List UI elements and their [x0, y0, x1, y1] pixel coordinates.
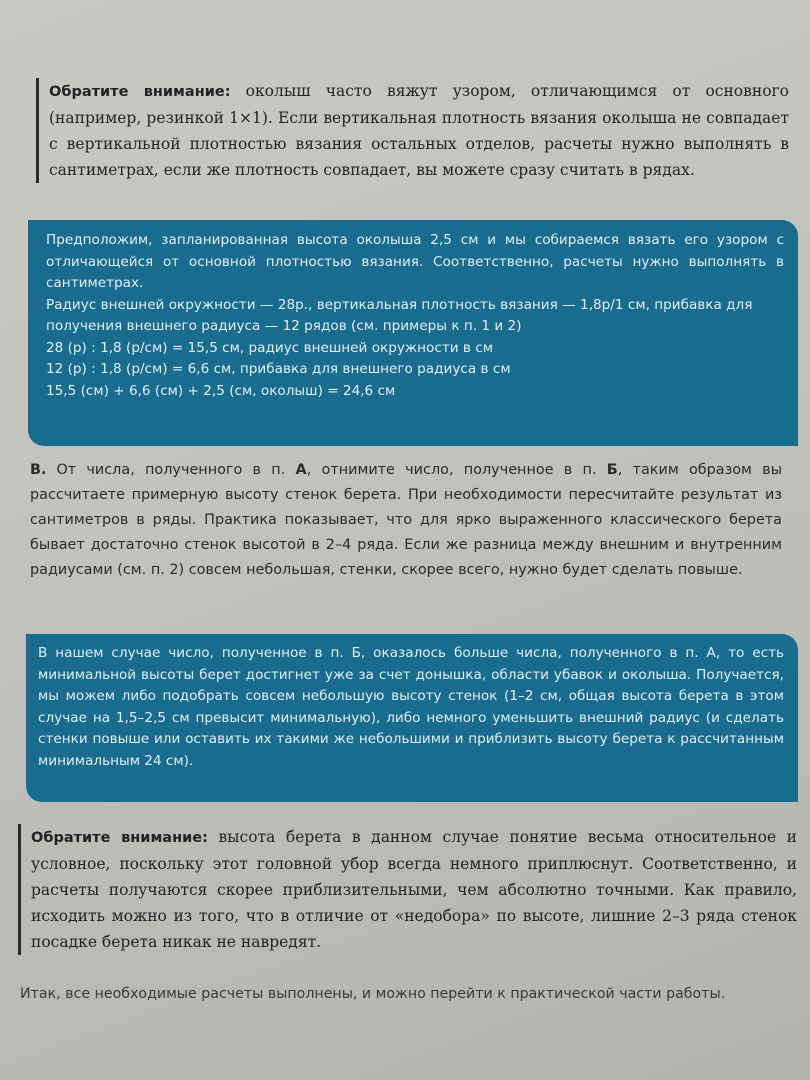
attention-note-paragraph — [49, 78, 789, 183]
example-intro: Предположим, запланированная высота околыша 2,5 см и мы собираемся вязать его узором с отличающейся от основной плотностью вязания. Соответственно, расчеты нужно выполнять в сантиметрах. — [46, 232, 784, 291]
section-v-ref-a: А — [295, 462, 307, 478]
attention-note-beret-height — [18, 824, 797, 955]
example-line-total: 15,5 (см) + 6,6 (см) + 2,5 (см, околыш) = 24,6 см — [46, 382, 396, 399]
section-v-text-c: , таким образом вы рассчитаете примерную высоту стенок берета. При необходимости пересчитайте результат из сантиметров в ряды. Практика показывает, что для ярко выраженного классического берета бывает достаточно стенок высотой в 2–4 ряда. Если же разница между внешним и внутренним радиусами (см. п. 2) совсем небольшая, стенки, скорее всего, нужно будет сделать повыше. — [30, 462, 782, 578]
example-box-wall-height-text: В нашем случае число, полученное в п. Б, оказалось больше числа, полученного в п. А, то есть минимальной высоты берет достигнет уже за счет донышка, области убавок и околыша. Получается, мы можем либо подобрать совсем небольшую высоту стенок (1–2 см, общая высота берета в этом случае на 1,5–2,5 см превысит минимальную), либо немного уменьшить внешний радиус (и сделать стенки повыше или оставить их такими же небольшими и приблизить высоту берета к рассчитанным минимальным 24 см). — [38, 645, 784, 769]
example-box-collar-calculation — [28, 220, 798, 446]
example-line-increase-cm: 12 (р) : 1,8 (р/см) = 6,6 см, прибавка для внешнего радиуса в см — [46, 361, 511, 377]
attention-note-lead: Обратите внимание: — [49, 84, 231, 100]
example-line-radius: Радиус внешней окружности — 28р., вертикальная плотность вязания — 1,8р/1 см, прибавка для получения внешнего радиуса — 12 рядов (см. примеры к п. 1 и 2) — [46, 296, 753, 334]
section-v-text-a: От числа, полученного в п. — [56, 462, 296, 478]
section-v-paragraph — [30, 458, 782, 583]
attention-note-paragraph — [31, 824, 797, 955]
attention-note-text: высота берета в данном случае понятие весьма относительное и условное, поскольку этот головной убор всегда немного приплюснут. Соответственно, и расчеты получаются скорее приблизительными, чем абсолютно точными. Как правило, исходить можно из того, что в отличие от «недобора» по высоте, лишние 2–3 ряда стенок посадке берета никак не навредят. — [31, 828, 797, 951]
section-v-text-b: , отнимите число, полученное в п. — [306, 462, 607, 478]
section-v — [30, 458, 782, 583]
closing-sentence: Итак, все необходимые расчеты выполнены, и можно перейти к практической части работы. — [20, 986, 726, 1002]
example-box-wall-height — [26, 634, 798, 802]
attention-note-collar — [36, 78, 789, 183]
section-v-label: В. — [30, 462, 47, 478]
section-v-ref-b: Б — [606, 462, 618, 478]
example-line-outer-radius-cm: 28 (р) : 1,8 (р/см) = 15,5 см, радиус внешней окружности в см — [46, 339, 493, 356]
attention-note-text: околыш часто вяжут узором, отличающимся от основного (например, резинкой 1×1). Если вертикальная плотность вязания околыша не совпадает с вертикальной плотностью вязания остальных отделов, расчеты нужно выполнять в сантиметрах, если же плотность совпадает, вы можете сразу считать в рядах. — [49, 82, 789, 179]
attention-note-lead: Обратите внимание: — [31, 830, 208, 846]
